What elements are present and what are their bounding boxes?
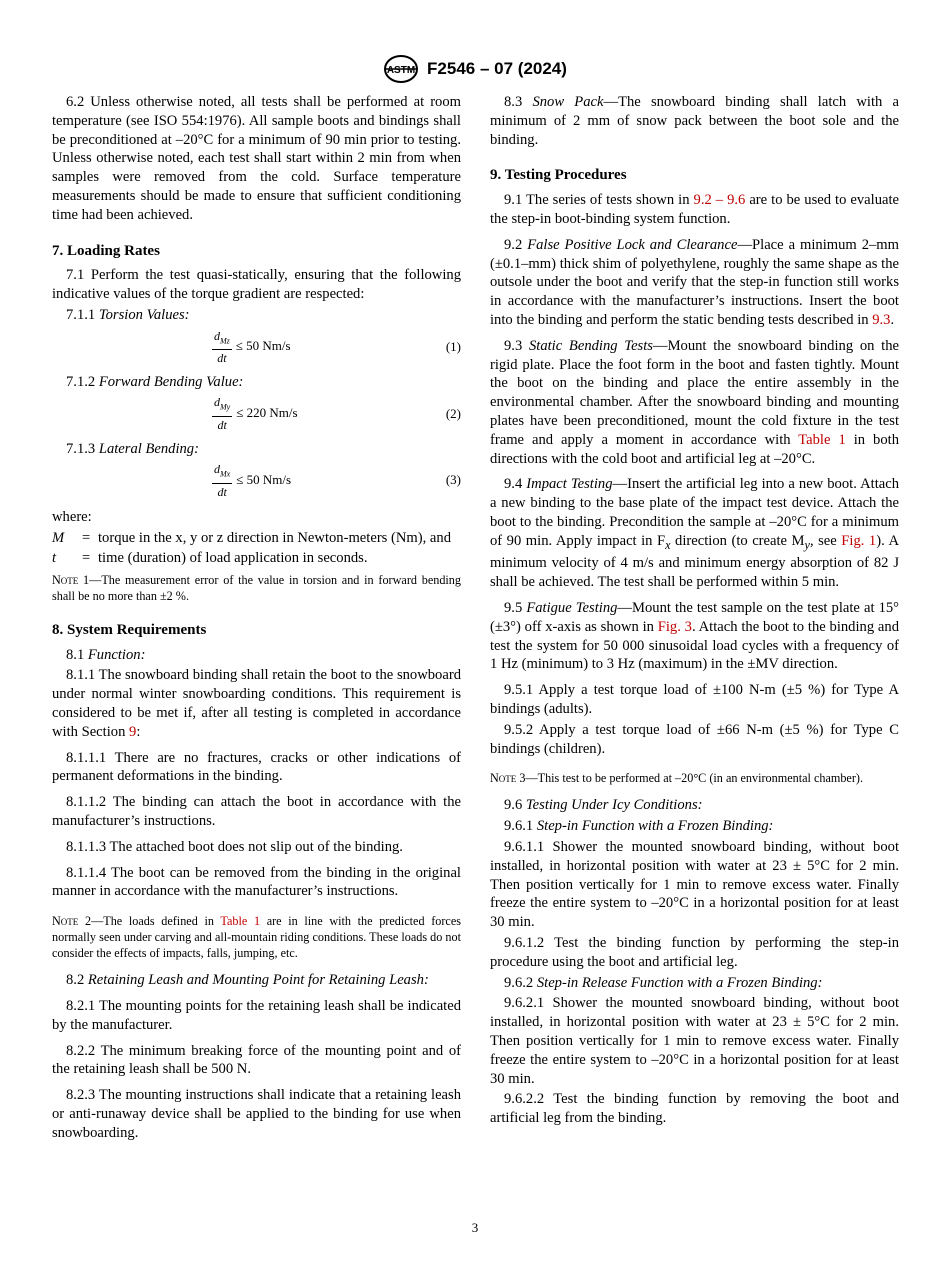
paragraph-9-5-2: 9.5.2 Apply a test torque load of ±66 N-m (±5 %) for Type C bindings (children). (490, 721, 899, 757)
paragraph-8-1-1-3: 8.1.1.3 The attached boot does not slip out of the binding. (66, 838, 403, 855)
page-header (0, 54, 950, 84)
where-label: where: (52, 509, 92, 526)
paragraph-8-2-2: 8.2.2 The minimum breaking force of the mounting point and of the retaining leash shall be 500 N. (52, 1042, 461, 1078)
equation-number: (3) (445, 472, 461, 488)
note-1: Note 1—The measurement error of the value in torsion and in forward bending shall be no more than ±2 %. (52, 572, 461, 603)
page-number: 3 (471, 1220, 479, 1235)
paragraph-8-2-3: 8.2.3 The mounting instructions shall indicate that a retaining leash or anti-runaway device shall be applied to the binding for use when snowboarding. (52, 1087, 461, 1141)
paragraph-6-2: 6.2 Unless otherwise noted, all tests shall be performed at room temperature (see ISO 554:1976). All sample boots and bindings shall be preconditioned at –20°C for a minimum of 90 min prior to testing. Unless otherwise noted, each test shall start within 2 min from when samples were removed from the cold. Surface temperature measurements should be made to ensure that sufficient conditioning time had been achieved. (52, 94, 461, 223)
section-7-heading: 7. Loading Rates (52, 242, 160, 259)
fig-1-link[interactable]: Fig. 1 (841, 532, 877, 549)
paragraph-8-1-1-4: 8.1.1.4 The boot can be removed from the binding in the original manner in accordance with the manufacturer’s instructions. (52, 864, 461, 900)
paragraph-9-6-2-2: 9.6.2.2 Test the binding function by removing the boot and artificial leg from the binding. (490, 1091, 899, 1127)
paragraph-9-6: 9.6 Testing Under Icy Conditions: (504, 797, 703, 814)
svg-text:ASTM: ASTM (386, 65, 416, 76)
equation-1: $\frac{d_{Mz}}{dt}$ ≤ 50 Nm/s (1) (214, 328, 461, 365)
paragraph-8-1-1: 8.1.1 The snowboard binding shall retain the boot to the snowboard under normal winter snowboarding conditions. This requirement is considered to be met if, after all testing is completed in accordance with Section 9: (52, 667, 461, 740)
paragraph-8-2: 8.2 Retaining Leash and Mounting Point for Retaining Leash: (66, 972, 429, 989)
equation-2: $\frac{d_{My}}{dt}$ ≤ 220 Nm/s (2) (214, 395, 461, 432)
astm-logo-icon (383, 54, 419, 84)
section-9-link[interactable]: 9 (129, 723, 137, 740)
paragraph-9-6-2: 9.6.2 Step-in Release Function with a Frozen Binding: (504, 974, 823, 991)
equation-3: $\frac{d_{Mx}}{dt}$ ≤ 50 Nm/s (3) (214, 462, 461, 499)
note-2: Note 2—The loads defined in Table 1 are in line with the predicted forces normally seen under carving and all-mountain riding conditions. These loads do not consider the effects of impacts, falls, jumping, etc. (52, 914, 461, 961)
paragraph-9-5-1: 9.5.1 Apply a test torque load of ±100 N-m (±5 %) for Type A bindings (adults). (490, 682, 899, 718)
definition-t: t = time (duration) of load application in seconds. (52, 549, 368, 566)
paragraph-7-1-2: 7.1.2 Forward Bending Value: (66, 373, 244, 390)
paragraph-9-6-1-2: 9.6.1.2 Test the binding function by performing the step-in procedure using the boot and artificial leg. (490, 934, 899, 970)
right-column (490, 93, 899, 1130)
section-9-2-9-6-link[interactable]: 9.2 – 9.6 (693, 192, 746, 209)
paragraph-9-4: 9.4 Impact Testing—Insert the artificial leg into a new boot. Attach a new binding to the base plate of the impact test device. Attach the boot to the binding. Precondition the sample at –20°C for a minimum of 90 min. Apply impact in $F_x$ direction (to create $M_y$, see Fig. 1). A minimum velocity of 4 m/s and minimum energy absorption of 82 J shall be achieved. The test shall be performed within 5 min. (490, 476, 900, 591)
table-1-link[interactable]: Table 1 (220, 914, 261, 929)
table-1-link[interactable]: Table 1 (798, 431, 846, 448)
document-title: F2546 – 07 (2024) (427, 59, 567, 78)
section-9-3-link[interactable]: 9.3 (872, 311, 891, 328)
fig-3-link[interactable]: Fig. 3 (657, 618, 692, 635)
paragraph-9-2: 9.2 False Positive Lock and Clearance—Place a minimum 2–mm (±0.1–mm) thick shim of polyethylene, roughly the same shape as the outsole under the boot and verify that the step-in function still works in accordance with the manufacturer’s instructions. Insert the boot into the binding and perform the static bending tests described in 9.3. (490, 236, 899, 328)
paragraph-7-1-1: 7.1.1 Torsion Values: (66, 306, 190, 323)
paragraph-7-1-3: 7.1.3 Lateral Bending: (66, 440, 199, 457)
paragraph-8-3: 8.3 Snow Pack—The snowboard binding shall latch with a minimum of 2 mm of snow pack between the boot sole and the binding. (490, 94, 899, 148)
paragraph-9-6-1-1: 9.6.1.1 Shower the mounted snowboard binding, without boot installed, in horizontal position with water at 23 ± 5°C for 2 min. Then position vertically for 1 min to remove excess water. Finally freeze the entire system to –20°C in a horizontal position for at least 30 min. (490, 839, 899, 931)
paragraph-8-1-1-1: 8.1.1.1 There are no fractures, cracks or other indications of permanent deformations in the binding. (52, 749, 461, 785)
definition-m: M = torque in the x, y or z direction in Newton-meters (Nm), and (52, 530, 451, 547)
section-9-heading: 9. Testing Procedures (490, 167, 627, 184)
note-3: Note 3—This test to be performed at –20°C (in an environmental chamber). (490, 771, 863, 786)
paragraph-8-2-1: 8.2.1 The mounting points for the retaining leash shall be indicated by the manufacturer. (52, 997, 461, 1033)
left-column (52, 93, 461, 1149)
paragraph-9-3: 9.3 Static Bending Tests—Mount the snowboard binding on the rigid plate. Place the foot form in the boot and fasten tightly. Mount the boot on the binding and place the entire assembly in the environmental chamber. After the snowboard binding and mounting plates have been preconditioned, mount the cold fixture in the test frame and apply a moment in accordance with Table 1 in both directions with the cold boot and artificial leg at –20°C. (490, 337, 899, 467)
equation-number: (1) (445, 338, 461, 354)
paragraph-9-5: 9.5 Fatigue Testing—Mount the test sample on the test plate at 15° (±3°) off x-axis as shown in Fig. 3. Attach the boot to the binding and test the system for 50 000 sinusoidal load cycles with a frequency of 1 Hz (minimum) to 3 Hz (maximum) in the ±MV direction. (490, 600, 900, 673)
paragraph-9-1: 9.1 The series of tests shown in 9.2 – 9.6 are to be used to evaluate the step-in boot-binding system function. (490, 192, 900, 227)
paragraph-8-1: 8.1 Function: (66, 646, 146, 663)
equation-number: (2) (445, 405, 461, 421)
paragraph-8-1-1-2: 8.1.1.2 The binding can attach the boot in accordance with the manufacturer’s instructions. (52, 794, 461, 829)
paragraph-9-6-2-1: 9.6.2.1 Shower the mounted snowboard binding, without boot installed, in horizontal position with water at 23 ± 5°C for 2 min. Then position vertically for 1 min to remove excess water. Finally freeze the entire system to –20°C in a horizontal position for at least 30 min. (490, 995, 899, 1087)
paragraph-9-6-1: 9.6.1 Step-in Function with a Frozen Binding: (504, 818, 774, 835)
paragraph-7-1: 7.1 Perform the test quasi-statically, ensuring that the following indicative values of the torque gradient are respected: (52, 267, 461, 303)
section-8-heading: 8. System Requirements (52, 621, 207, 638)
